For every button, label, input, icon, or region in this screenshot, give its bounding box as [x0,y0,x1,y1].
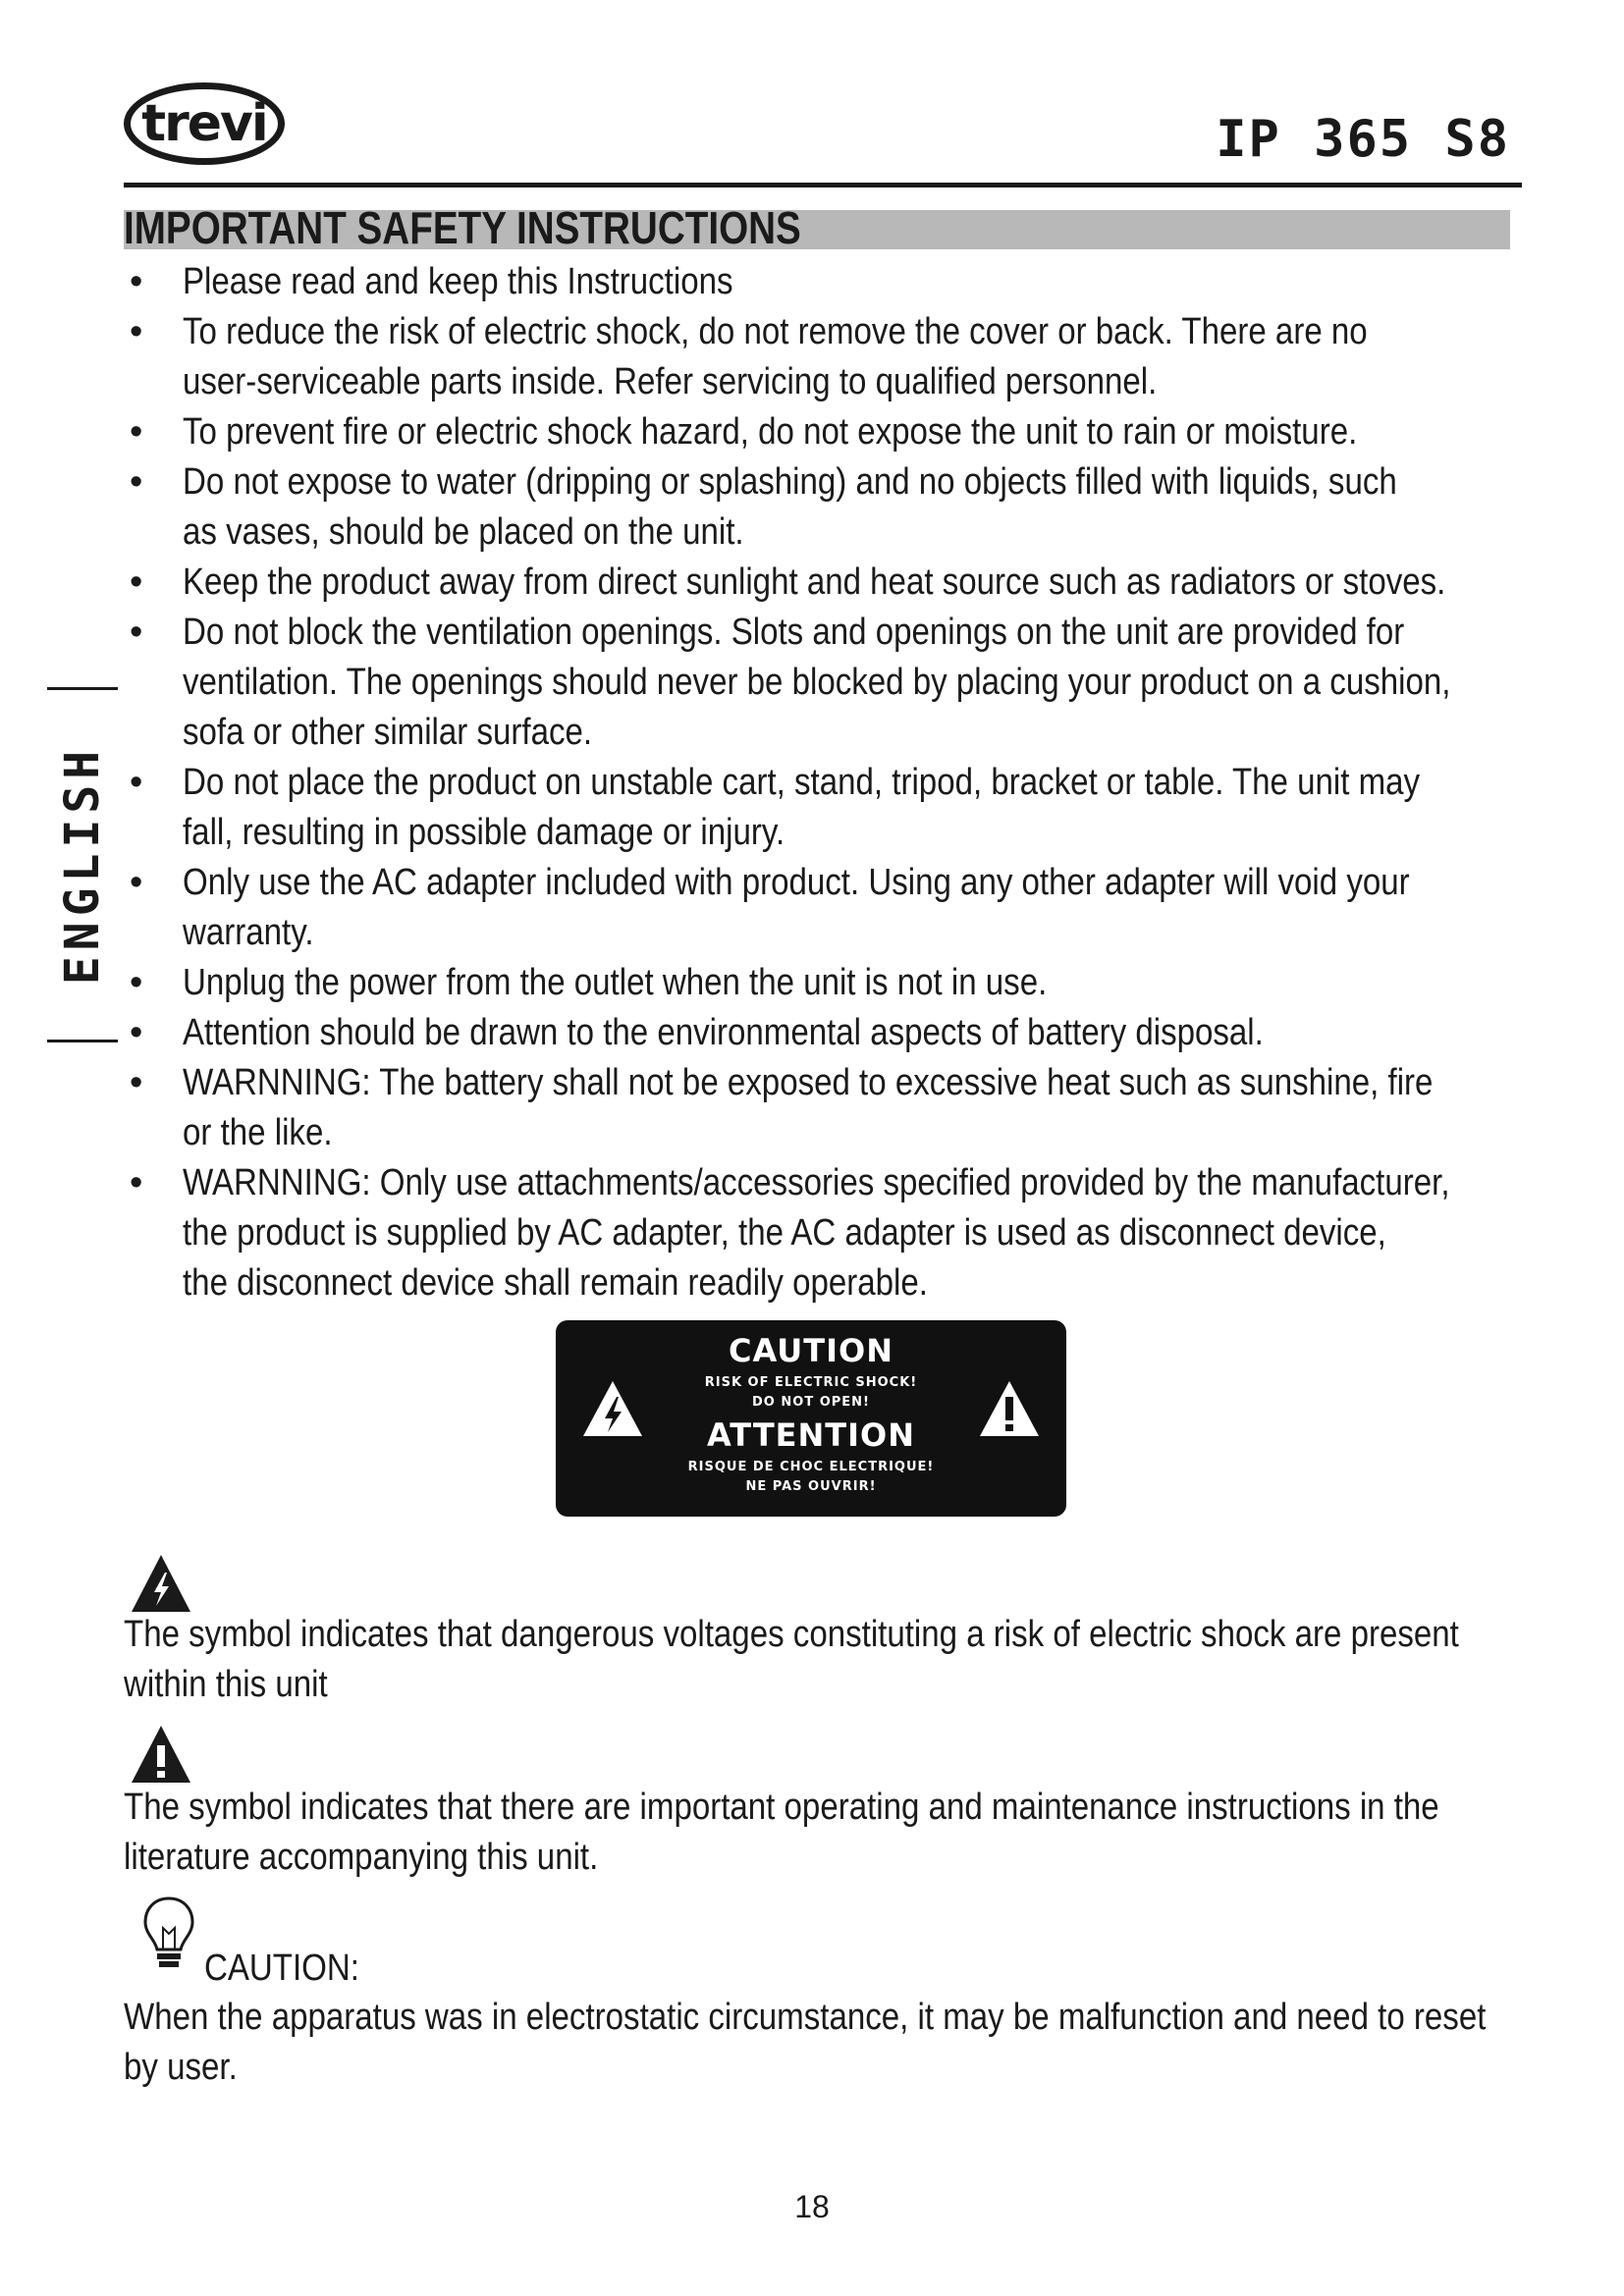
lightbulb-icon [137,1895,200,1977]
caution-line-3: RISQUE DE CHOC ELECTRIQUE! [687,1460,935,1474]
list-item: • Keep the product away from direct sunlight and heat source such as radiators or stoves. [124,558,1528,608]
attention-title: ATTENTION [706,1416,916,1454]
list-item: • Please read and keep this Instructions [124,257,1528,307]
list-item: • To reduce the risk of electric shock, do not remove the cover or back. There are no user-serviceable parts inside. Refer servicing to qualified personnel. [124,307,1528,407]
electrostatic-caution-text: When the apparatus was in electrostatic circumstance, it may be malfunction and need to reset by user. [124,1997,1487,2088]
exclamation-warning-icon [978,1379,1041,1438]
caution-title: CAUTION [729,1332,893,1369]
list-item: • Unplug the power from the outlet when the unit is not in use. [124,958,1528,1008]
page-number: 18 [794,2189,830,2224]
side-tab-bottom-line [47,1040,118,1042]
list-item: • Do not block the ventilation openings. Slots and openings on the unit are provided for ventilation. The openings should never be blocked by placing your product on a cushion, sofa or other similar surface. [124,608,1528,758]
model-number: IP 365 S8 [1216,110,1510,169]
exclamation-symbol-icon [130,1724,192,1785]
list-item: • To prevent fire or electric shock hazard, do not expose the unit to rain or moisture. [124,407,1528,457]
safety-instructions-list [124,257,1528,1308]
list-item: • Only use the AC adapter included with product. Using any other adapter will void your warranty. [124,858,1528,958]
section-title: IMPORTANT SAFETY INSTRUCTIONS [124,202,801,253]
logo-text: trevi [141,94,267,153]
lightning-warning-icon [581,1379,644,1438]
side-tab-label: ENGLISH [55,744,110,986]
side-tab-top-line [47,687,118,690]
caution-heading: CAUTION: [204,1948,359,1989]
list-item: • Do not expose to water (dripping or splashing) and no objects filled with liquids, such as vases, should be placed on the unit. [124,457,1528,558]
list-item: • WARNNING: The battery shall not be exposed to excessive heat such as sunshine, fire or the like. [124,1058,1528,1158]
language-side-tab [47,687,116,1042]
header-divider [124,183,1522,187]
electric-shock-symbol-icon [130,1553,192,1614]
trevi-logo [124,82,285,165]
instructions-symbol-description: The symbol indicates that there are important operating and maintenance instructions in the literature accompanying this unit. [124,1787,1439,1878]
caution-line-1: RISK OF ELECTRIC SHOCK! [704,1375,918,1390]
list-item: • Do not place the product on unstable cart, stand, tripod, bracket or table. The unit may fall, resulting in possible damage or injury. [124,758,1528,858]
caution-line-2: DO NOT OPEN! [752,1395,870,1410]
list-item: • Attention should be drawn to the environmental aspects of battery disposal. [124,1008,1528,1058]
voltage-symbol-description: The symbol indicates that dangerous voltages constituting a risk of electric shock are present within this unit [124,1614,1459,1705]
caution-line-4: NE PAS OUVRIR! [745,1479,877,1494]
caution-warning-label [556,1320,1066,1517]
list-item: • WARNNING: Only use attachments/accessories specified provided by the manufacturer, the product is supplied by AC adapter, the AC adapter is used as disconnect device, the disconnect device shall remain readily operable. [124,1158,1528,1308]
